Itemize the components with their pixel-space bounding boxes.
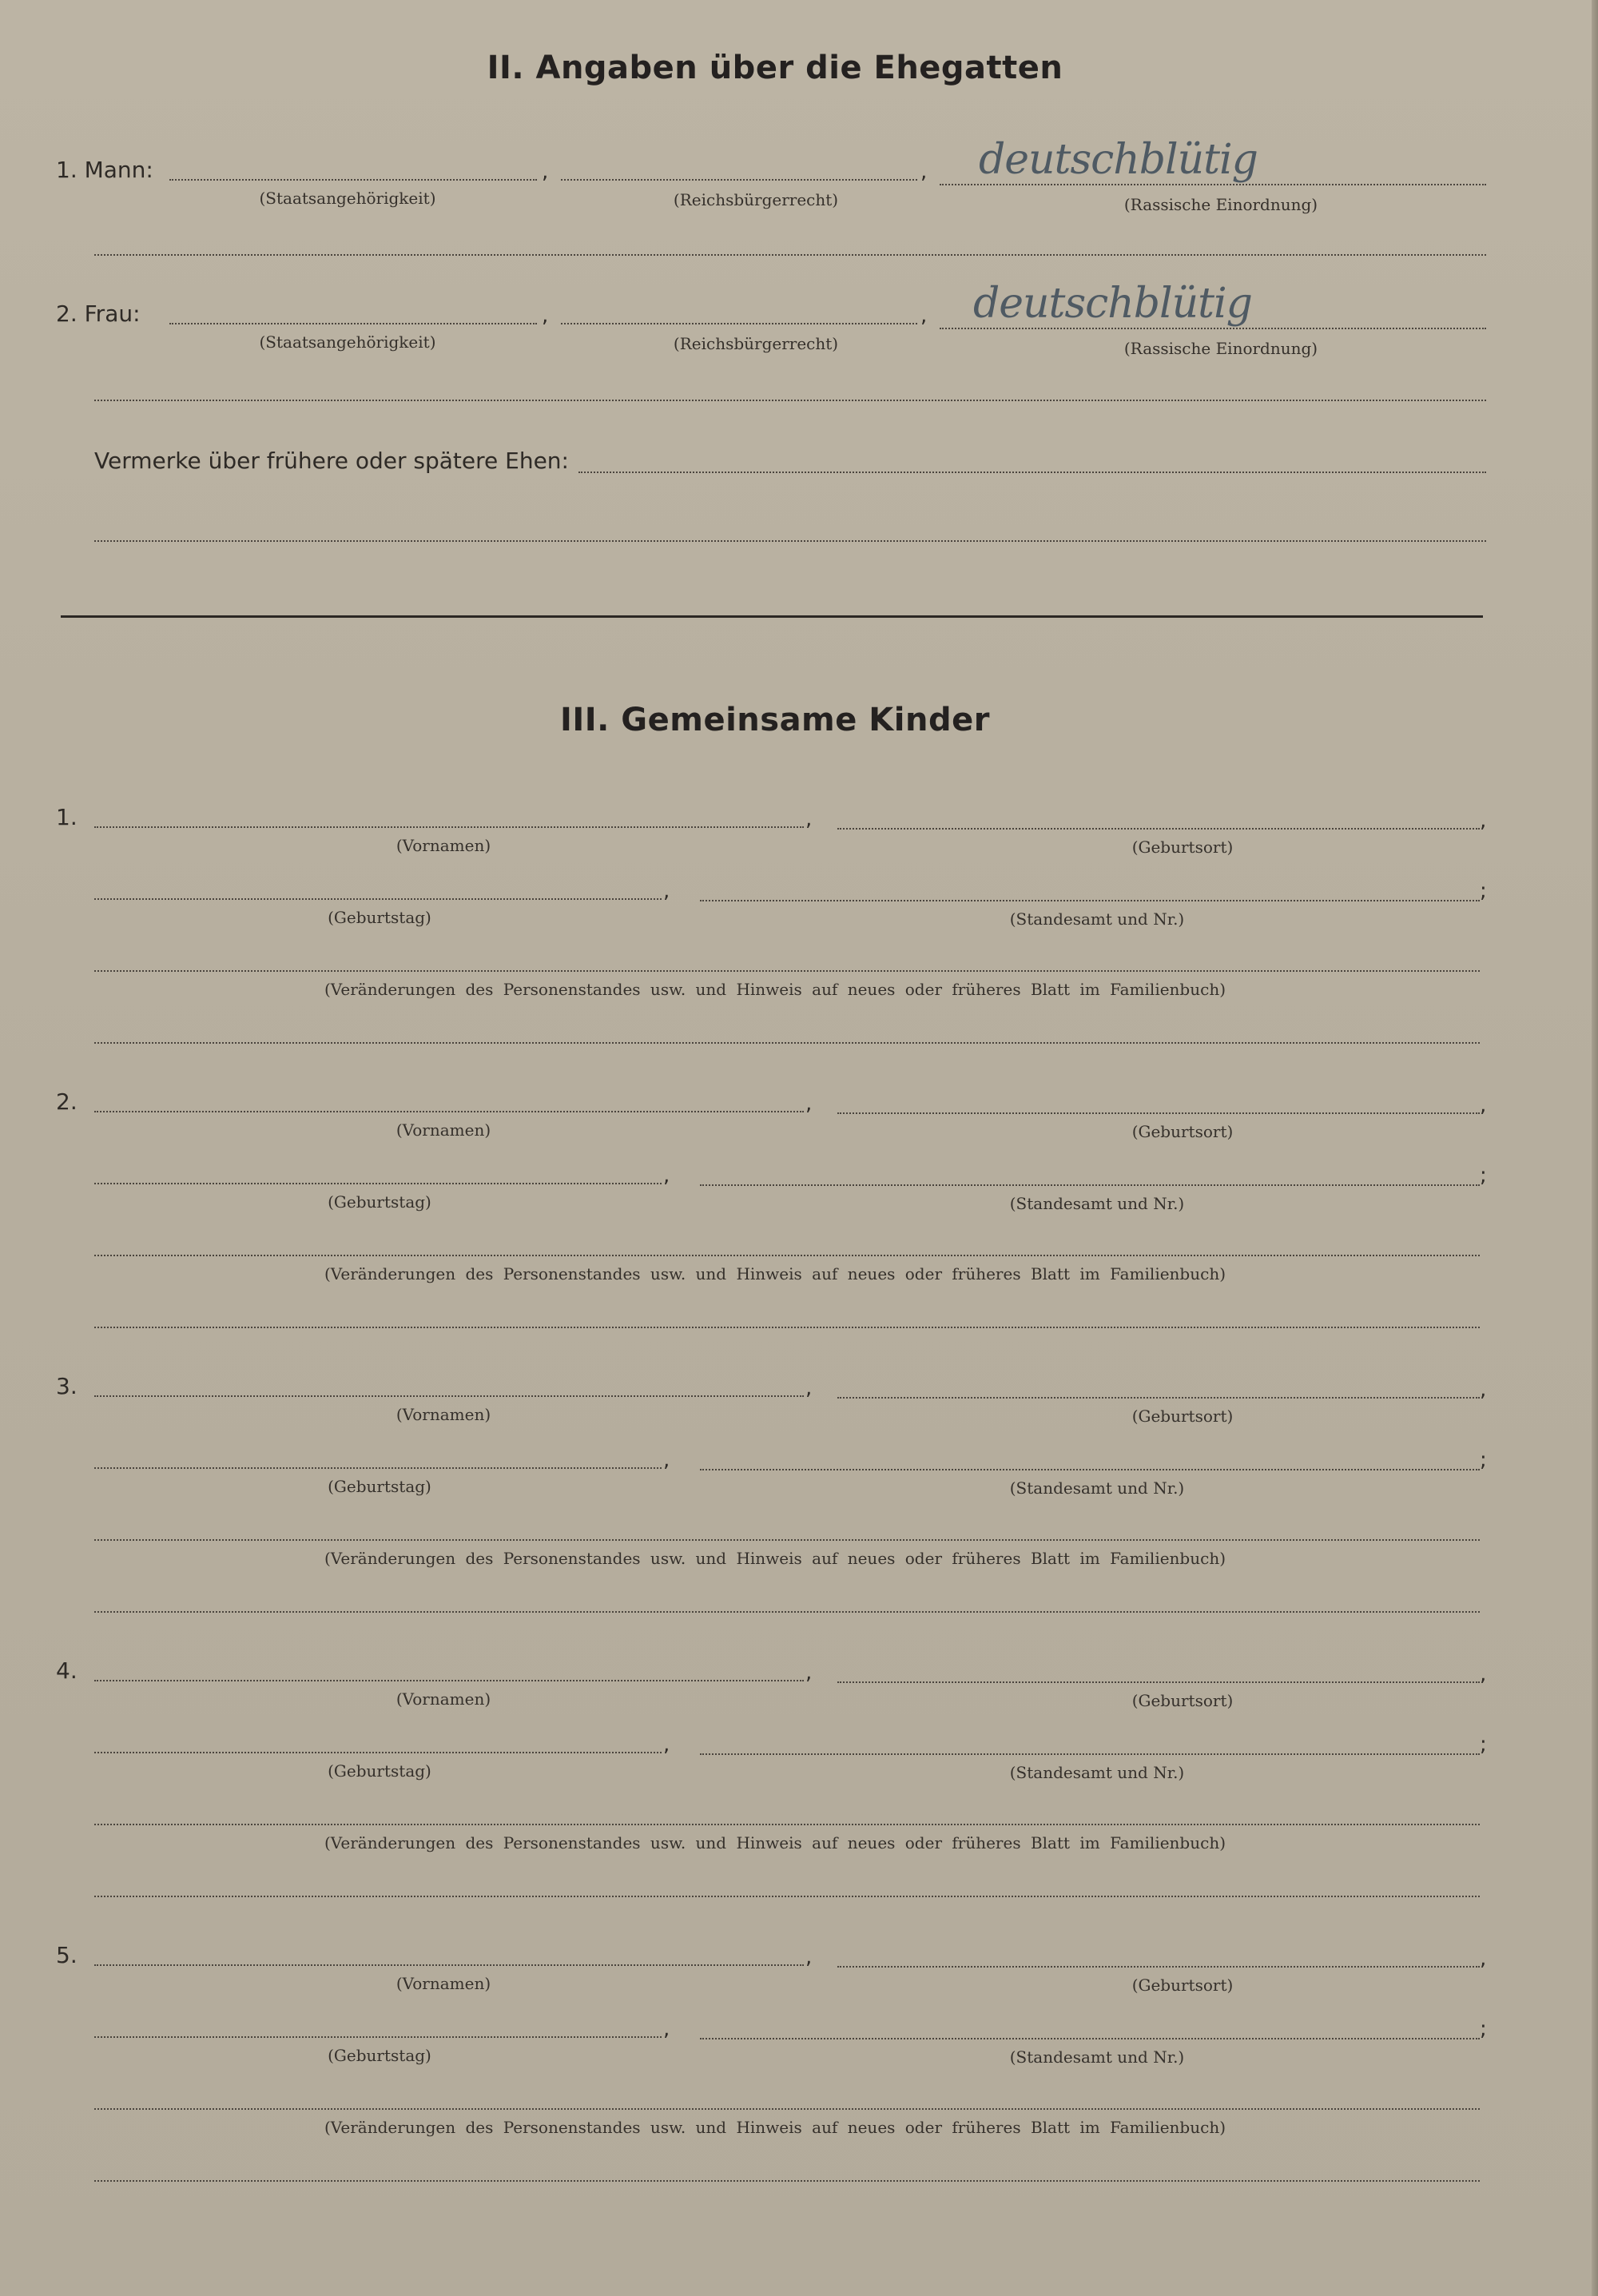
mann-continuation-line[interactable] [94,254,1486,256]
geburtsort-field[interactable] [837,1112,1480,1114]
caption-veraenderungen: (Veränderungen des Personenstandes usw. und Hinweis auf neues oder früheres Blatt im Familienbuch) [324,1549,1226,1568]
geburtsort-field[interactable] [837,828,1480,830]
caption-standesamt: (Standesamt und Nr.) [1009,2047,1185,2067]
child-number: 4. [56,1657,78,1684]
section-divider [61,615,1483,618]
geburtstag-field[interactable] [94,1183,662,1184]
comma: , [920,160,928,184]
comma: , [542,160,549,184]
frau-continuation-line[interactable] [94,400,1486,401]
section-3-heading: III. Gemeinsame Kinder [560,702,990,738]
comma: , [1480,1093,1487,1117]
comma: , [805,1945,813,1969]
veraenderungen-continuation-line[interactable] [94,1327,1480,1328]
caption-geburtstag: (Geburtstag) [328,1477,431,1496]
caption-vornamen: (Vornamen) [396,1405,491,1424]
caption-geburtsort: (Geburtsort) [1131,1122,1234,1141]
caption-veraenderungen: (Veränderungen des Personenstandes usw. und Hinweis auf neues oder früheres Blatt im Familienbuch) [324,1264,1226,1283]
caption-geburtsort: (Geburtsort) [1131,1691,1234,1710]
child-number: 5. [56,1942,78,1968]
mann-handwritten-entry: deutschblütig [979,136,1258,184]
veraenderungen-continuation-line[interactable] [94,2180,1480,2182]
veraenderungen-field[interactable] [94,970,1480,972]
mann-reichsbuergerrecht-field[interactable] [561,179,917,181]
vermerke-field[interactable] [578,472,1486,473]
semicolon: ; [1480,1448,1487,1472]
standesamt-field[interactable] [700,900,1480,901]
standesamt-field[interactable] [700,1469,1480,1470]
veraenderungen-field[interactable] [94,1539,1480,1541]
veraenderungen-field[interactable] [94,2108,1480,2110]
page-edge [1592,0,1598,2296]
caption-standesamt: (Standesamt und Nr.) [1009,1763,1185,1782]
vornamen-field[interactable] [94,1111,804,1112]
caption-veraenderungen: (Veränderungen des Personenstandes usw. und Hinweis auf neues oder früheres Blatt im Familienbuch) [324,1833,1226,1852]
frau-handwritten-entry: deutschblütig [973,280,1252,328]
comma: , [1480,1947,1487,1971]
veraenderungen-continuation-line[interactable] [94,1896,1480,1897]
veraenderungen-continuation-line[interactable] [94,1611,1480,1613]
veraenderungen-field[interactable] [94,1255,1480,1256]
vermerke-label: Vermerke über frühere oder spätere Ehen: [94,448,569,474]
mann-staatsangehoerigkeit-field[interactable] [169,179,537,181]
standesamt-field[interactable] [700,1184,1480,1186]
comma: , [1480,809,1487,833]
comma: , [920,304,928,328]
vornamen-field[interactable] [94,1395,804,1397]
caption-staatsangehoerigkeit: (Staatsangehörigkeit) [259,189,436,208]
caption-reichsbuergerrecht: (Reichsbürgerrecht) [673,334,839,353]
geburtsort-field[interactable] [837,1397,1480,1399]
caption-vornamen: (Vornamen) [396,1120,491,1140]
caption-staatsangehoerigkeit: (Staatsangehörigkeit) [259,332,436,352]
comma: , [663,1448,670,1472]
caption-geburtsort: (Geburtsort) [1131,1407,1234,1426]
section-2-heading: II. Angaben über die Ehegatten [487,50,1063,86]
semicolon: ; [1480,1164,1487,1188]
caption-vornamen: (Vornamen) [396,1974,491,1993]
caption-standesamt: (Standesamt und Nr.) [1009,1194,1185,1213]
semicolon: ; [1480,879,1487,903]
caption-standesamt: (Standesamt und Nr.) [1009,1478,1185,1498]
caption-standesamt: (Standesamt und Nr.) [1009,909,1185,929]
geburtsort-field[interactable] [837,1966,1480,1968]
caption-rassische-einordnung: (Rassische Einordnung) [1123,195,1318,214]
comma: , [663,1733,670,1757]
frau-reichsbuergerrecht-field[interactable] [561,323,917,324]
comma: , [663,879,670,903]
child-number: 2. [56,1088,78,1115]
child-number: 1. [56,804,78,830]
frau-rassische-einordnung-field[interactable] [940,328,1486,329]
vornamen-field[interactable] [94,1680,804,1681]
caption-rassische-einordnung: (Rassische Einordnung) [1123,339,1318,358]
mann-label: 1. Mann: [56,157,153,183]
comma: , [805,807,813,831]
geburtstag-field[interactable] [94,1467,662,1469]
geburtstag-field[interactable] [94,898,662,900]
child-number: 3. [56,1373,78,1399]
geburtstag-field[interactable] [94,2036,662,2038]
frau-label: 2. Frau: [56,300,141,327]
comma: , [805,1661,813,1685]
mann-rassische-einordnung-field[interactable] [940,184,1486,185]
caption-geburtsort: (Geburtsort) [1131,838,1234,857]
caption-geburtstag: (Geburtstag) [328,908,431,927]
caption-reichsbuergerrecht: (Reichsbürgerrecht) [673,190,839,209]
caption-geburtstag: (Geburtstag) [328,1761,431,1781]
geburtstag-field[interactable] [94,1752,662,1753]
semicolon: ; [1480,1733,1487,1757]
comma: , [1480,1662,1487,1686]
veraenderungen-continuation-line[interactable] [94,1042,1480,1044]
comma: , [663,1164,670,1188]
caption-veraenderungen: (Veränderungen des Personenstandes usw. und Hinweis auf neues oder früheres Blatt im Familienbuch) [324,980,1226,999]
caption-geburtsort: (Geburtsort) [1131,1976,1234,1995]
semicolon: ; [1480,2017,1487,2041]
vornamen-field[interactable] [94,826,804,828]
comma: , [1480,1378,1487,1402]
frau-staatsangehoerigkeit-field[interactable] [169,323,537,324]
caption-veraenderungen: (Veränderungen des Personenstandes usw. und Hinweis auf neues oder früheres Blatt im Familienbuch) [324,2118,1226,2137]
geburtsort-field[interactable] [837,1681,1480,1683]
caption-geburtstag: (Geburtstag) [328,2046,431,2065]
standesamt-field[interactable] [700,1753,1480,1755]
vornamen-field[interactable] [94,1964,804,1966]
standesamt-field[interactable] [700,2038,1480,2039]
comma: , [805,1092,813,1116]
caption-vornamen: (Vornamen) [396,1689,491,1709]
vermerke-continuation-line[interactable] [94,540,1486,542]
caption-vornamen: (Vornamen) [396,836,491,855]
caption-geburtstag: (Geburtstag) [328,1192,431,1212]
comma: , [663,2017,670,2041]
comma: , [542,304,549,328]
comma: , [805,1376,813,1400]
veraenderungen-field[interactable] [94,1824,1480,1825]
